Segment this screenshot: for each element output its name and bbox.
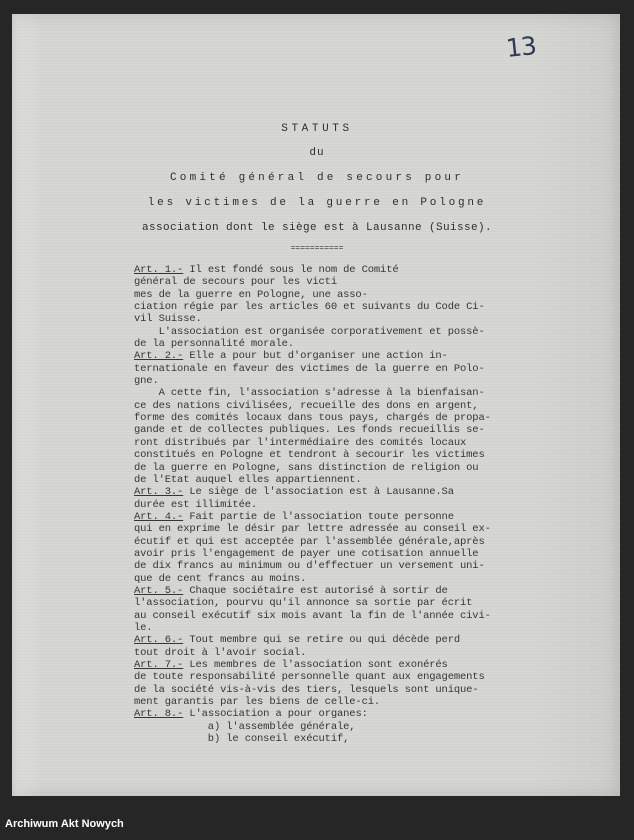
article-number: Art. 8.- (134, 708, 184, 721)
statute-body (134, 264, 550, 745)
line-text: de dix francs au minimum ou d'effectuer un versement uni- (134, 560, 485, 573)
body-line (134, 289, 550, 301)
article-line (134, 264, 550, 276)
body-line (134, 523, 550, 535)
body-line (134, 424, 550, 436)
body-line (134, 449, 550, 461)
line-text: au conseil exécutif six mois avant la fin de l'année civi- (134, 609, 491, 622)
article-line (134, 486, 550, 498)
document-title: STATUTS (281, 123, 353, 135)
body-line (134, 462, 550, 474)
article-number: Art. 2.- (134, 350, 184, 363)
archive-label: Archiwum Akt Nowych (5, 818, 124, 830)
line-text: Chaque sociétaire est autorisé à sortir de (183, 584, 448, 597)
body-line (134, 548, 550, 560)
line-text: Il est fondé sous le nom de Comité (183, 264, 399, 276)
line-text: Elle a pour but d'organiser une action in- (183, 350, 448, 363)
body-line (134, 363, 550, 375)
page-number: 13 (504, 31, 538, 64)
body-line (134, 412, 550, 424)
body-line (134, 536, 550, 548)
line-text: gne. (134, 375, 159, 388)
line-text: L'association a pour organes: (183, 708, 368, 721)
body-line (134, 696, 550, 708)
line-text: ront distribués par l'intermédiaire des comités locaux (134, 436, 467, 449)
body-line (134, 671, 550, 683)
body-line (134, 387, 550, 399)
article-number: Art. 1.- (134, 264, 184, 276)
article-line (134, 350, 550, 362)
body-line (134, 622, 550, 634)
line-text: ciation régie par les articles 60 et suivants du Code Ci- (134, 301, 485, 314)
line-text: gande et de collectes publiques. Les fonds recueillis se- (134, 424, 485, 437)
line-text: écutif et qui est acceptée par l'assemblée générale,après (134, 535, 485, 548)
body-line (134, 474, 550, 486)
article-number: Art. 3.- (134, 486, 184, 499)
body-line (134, 610, 550, 622)
body-line (134, 338, 550, 350)
body-line (134, 647, 550, 659)
article-line (134, 659, 550, 671)
line-text: L'association est organisée corporativement et possè- (134, 325, 485, 338)
article-line (134, 634, 550, 646)
article-line (134, 585, 550, 597)
line-text: de toute responsabilité personnelle quant aux engagements (134, 671, 485, 684)
line-text: de la guerre en Pologne, sans distinction de religion ou (134, 461, 479, 474)
body-line (134, 733, 550, 745)
line-text: que de cent francs au moins. (134, 572, 307, 585)
body-line (134, 684, 550, 696)
body-line (134, 437, 550, 449)
title-du: du (309, 147, 325, 159)
line-text: ment garantis par les biens de celle-ci. (134, 696, 381, 709)
line-text: tout droit à l'avoir social. (134, 646, 307, 659)
article-number: Art. 4.- (134, 510, 184, 523)
line-text: de la personnalité morale. (134, 338, 294, 351)
article-line (134, 511, 550, 523)
line-text: l'association, pourvu qu'il annonce sa sortie par écrit (134, 597, 473, 610)
line-text: qui en exprime le désir par lettre adressée au conseil ex- (134, 523, 491, 536)
body-line (134, 400, 550, 412)
line-text: Tout membre qui se retire ou qui décède perd (183, 634, 461, 647)
line-text: de l'Etat auquel elles appartiennent. (134, 473, 362, 486)
line-text: général de secours pour les victi (134, 276, 337, 289)
line-text: le. (134, 621, 153, 634)
body-line (134, 301, 550, 313)
title-separator: =========== (290, 244, 344, 253)
line-text: durée est illimitée. (134, 498, 258, 511)
body-line (134, 597, 550, 609)
article-number: Art. 5.- (134, 584, 184, 597)
article-line (134, 708, 550, 720)
line-text: avoir pris l'engagement de payer une cotisation annuelle (134, 547, 479, 560)
body-line (134, 573, 550, 585)
line-text: a) l'assemblée générale, (134, 720, 356, 733)
line-text: Fait partie de l'association toute personne (183, 510, 454, 523)
line-text: Les membres de l'association sont exonérés (183, 659, 448, 671)
line-text: b) le conseil exécutif, (134, 733, 350, 746)
body-line (134, 326, 550, 338)
line-text: de la société vis-à-vis des tiers, lesquels sont unique- (134, 683, 479, 696)
body-line (134, 375, 550, 387)
line-text: constitués en Pologne et tendront à secourir les victimes (134, 449, 485, 462)
line-text: ternationale en faveur des victimes de la guerre en Polo- (134, 362, 485, 375)
line-text: forme des comités locaux dans tous pays, chargés de propa- (134, 412, 491, 425)
line-text: Le siège de l'association est à Lausanne.Sa (183, 486, 454, 499)
title-committee: Comité général de secours pour (169, 172, 465, 184)
article-number: Art. 7.- (134, 659, 184, 671)
article-number: Art. 6.- (134, 634, 184, 647)
body-line (134, 313, 550, 325)
title-victims: les victimes de la guerre en Pologne (147, 197, 487, 209)
body-line (134, 560, 550, 572)
body-line (134, 499, 550, 511)
line-text: mes de la guerre en Pologne, une asso- (134, 288, 368, 301)
body-line (134, 721, 550, 733)
body-line (134, 276, 550, 288)
line-text: vil Suisse. (134, 313, 202, 326)
title-seat: association dont le siège est à Lausanne (Suisse). (141, 222, 493, 234)
line-text: ce des nations civilisées, recueille des dons en argent, (134, 399, 479, 412)
line-text: A cette fin, l'association s'adresse à la bienfaisan- (134, 387, 485, 400)
